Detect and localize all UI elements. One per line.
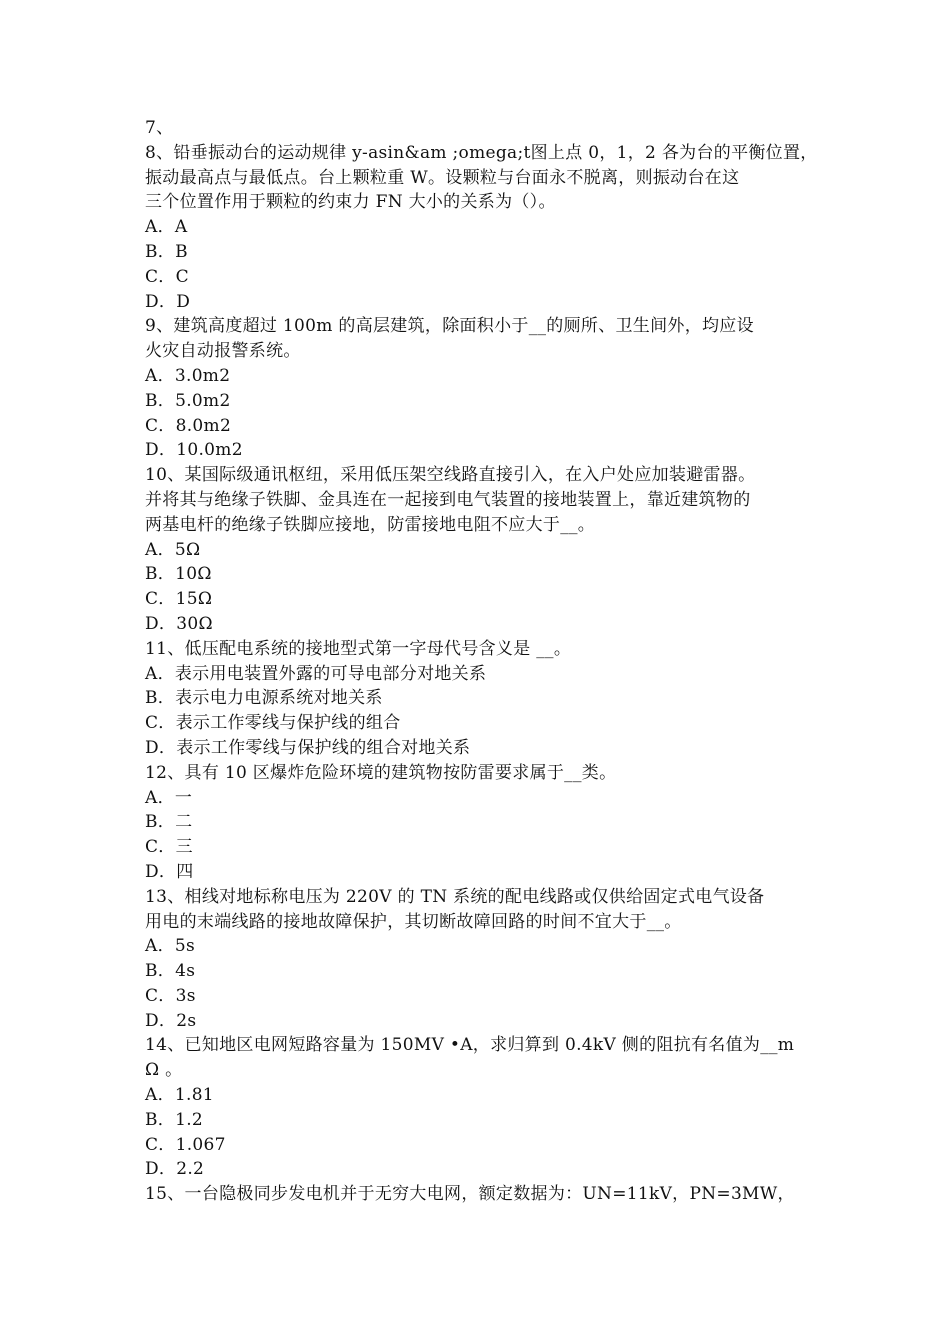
answer-option: A．3.0m2	[145, 365, 231, 386]
question-text: 8、铅垂振动台的运动规律 y-asin&am ;omega;t图上点 0，1，2 各为台的平衡位置，	[145, 142, 818, 163]
answer-option: D．表示工作零线与保护线的组合对地关系	[145, 737, 471, 758]
question-text: 12、具有 10 区爆炸危险环境的建筑物按防雷要求属于__类。	[145, 762, 617, 783]
answer-option: A．5s	[145, 936, 196, 957]
question-text: 15、一台隐极同步发电机并于无穷大电网，额定数据为：UN=11kV，PN=3MW，	[145, 1184, 795, 1205]
answer-option: C．C	[145, 266, 189, 287]
answer-option: A．一	[145, 787, 193, 808]
answer-option: C．表示工作零线与保护线的组合	[145, 713, 401, 734]
answer-option: A．A	[145, 217, 188, 238]
answer-option: C．3s	[145, 985, 196, 1006]
answer-option: B．4s	[145, 961, 196, 982]
answer-option: B．1.2	[145, 1109, 204, 1130]
question-text: 三个位置作用于颗粒的约束力 FN 大小的关系为（）。	[145, 192, 556, 213]
answer-option: C．15Ω	[145, 589, 213, 610]
answer-option: C．三	[145, 837, 193, 858]
question-text: 用电的末端线路的接地故障保护，其切断故障回路的时间不宜大于__。	[145, 911, 682, 932]
answer-option: B．5.0m2	[145, 390, 231, 411]
question-text: 10、某国际级通讯枢纽，采用低压架空线路直接引入，在入户处应加装避雷器。	[145, 465, 756, 486]
question-text: 并将其与绝缘子铁脚、金具连在一起接到电气装置的接地装置上，靠近建筑物的	[145, 489, 751, 510]
answer-option: B．10Ω	[145, 564, 212, 585]
answer-option: D．10.0m2	[145, 440, 243, 461]
answer-option: D．2.2	[145, 1159, 205, 1180]
question-text: 13、相线对地标称电压为 220V 的 TN 系统的配电线路或仅供给固定式电气设备	[145, 886, 765, 907]
answer-option: D．2s	[145, 1010, 197, 1031]
question-text: 振动最高点与最低点。台上颗粒重 W。设颗粒与台面永不脱离，则振动台在这	[145, 167, 740, 188]
document-body	[145, 116, 818, 1207]
answer-option: C．8.0m2	[145, 415, 232, 436]
answer-option: D．D	[145, 291, 191, 312]
question-text: 火灾自动报警系统。	[145, 341, 301, 362]
answer-option: A．1.81	[145, 1085, 214, 1106]
answer-option: B．二	[145, 812, 193, 833]
answer-option: D．30Ω	[145, 613, 213, 634]
answer-option: A．表示用电装置外露的可导电部分对地关系	[145, 663, 487, 684]
answer-option: B．B	[145, 241, 188, 262]
answer-option: C．1.067	[145, 1134, 226, 1155]
question-text: 11、低压配电系统的接地型式第一字母代号含义是 __。	[145, 638, 572, 659]
question-text: 14、已知地区电网短路容量为 150MV •A，求归算到 0.4kV 侧的阻抗有名值为__m	[145, 1035, 795, 1056]
answer-option: B．表示电力电源系统对地关系	[145, 688, 383, 709]
question-text: 9、建筑高度超过 100m 的高层建筑，除面积小于__的厕所、卫生间外，均应设	[145, 316, 754, 337]
answer-option: A．5Ω	[145, 539, 201, 560]
question-text: 两基电杆的绝缘子铁脚应接地，防雷接地电阻不应大于__。	[145, 514, 596, 535]
answer-option: D．四	[145, 861, 194, 882]
question-text: 7、	[145, 118, 174, 138]
question-text: Ω 。	[145, 1060, 183, 1081]
